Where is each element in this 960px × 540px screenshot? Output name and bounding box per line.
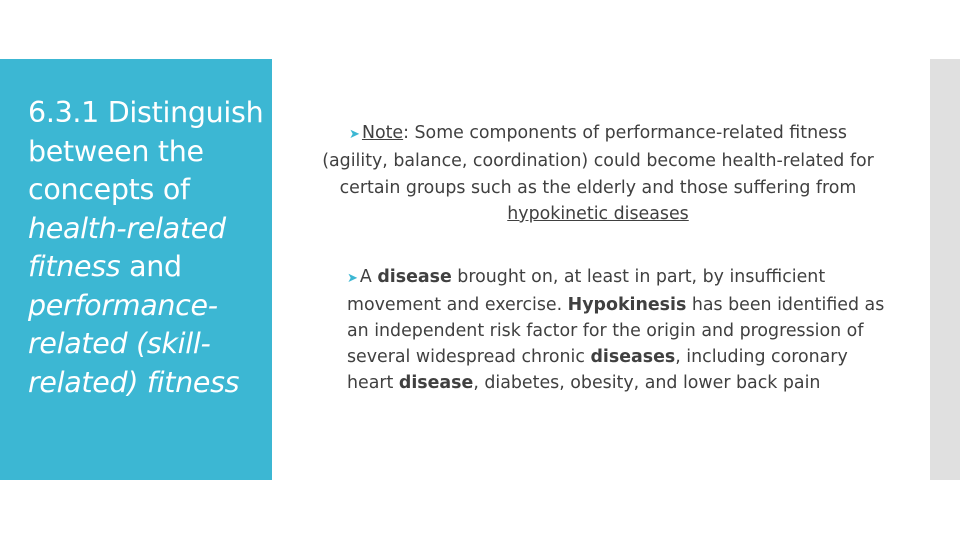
def-bold-disease: disease bbox=[377, 267, 452, 287]
arrow-bullet-icon: ➤ bbox=[349, 127, 360, 142]
def-text-1: A bbox=[359, 267, 378, 287]
note-label: Note bbox=[361, 123, 404, 143]
hypokinetic-diseases-link[interactable]: hypokinetic diseases bbox=[507, 203, 689, 224]
side-accent-bar bbox=[930, 59, 960, 480]
def-text-4: , including coronary heart bbox=[347, 347, 848, 393]
title-italic-health: health-related fitness bbox=[28, 211, 226, 283]
def-text-3: has been identified as an independent risk factor for the origin and progression of several widespread chronic bbox=[347, 295, 885, 367]
slide-title bbox=[28, 94, 268, 402]
def-bold-disease-2: disease bbox=[398, 373, 474, 393]
def-bold-diseases: diseases bbox=[590, 347, 676, 367]
def-text-2: brought on, at least in part, by insufficient movement and exercise. bbox=[347, 267, 826, 315]
def-text-5: , diabetes, obesity, and lower back pain bbox=[473, 373, 821, 393]
definition-paragraph bbox=[347, 264, 887, 396]
note-text: : Some components of performance-related fitness (agility, balance, coordination) could become health-related for certain groups such as the elderly and those suffering from bbox=[322, 123, 874, 198]
arrow-bullet-icon: ➤ bbox=[347, 271, 358, 286]
def-bold-hypokinesis: Hypokinesis bbox=[567, 295, 687, 315]
title-part2: and bbox=[120, 250, 182, 283]
title-part1: 6.3.1 Distinguish between the concepts of bbox=[28, 96, 264, 206]
title-italic-performance: performance-related (skill-related) fitness bbox=[28, 288, 240, 399]
note-paragraph bbox=[318, 120, 878, 227]
